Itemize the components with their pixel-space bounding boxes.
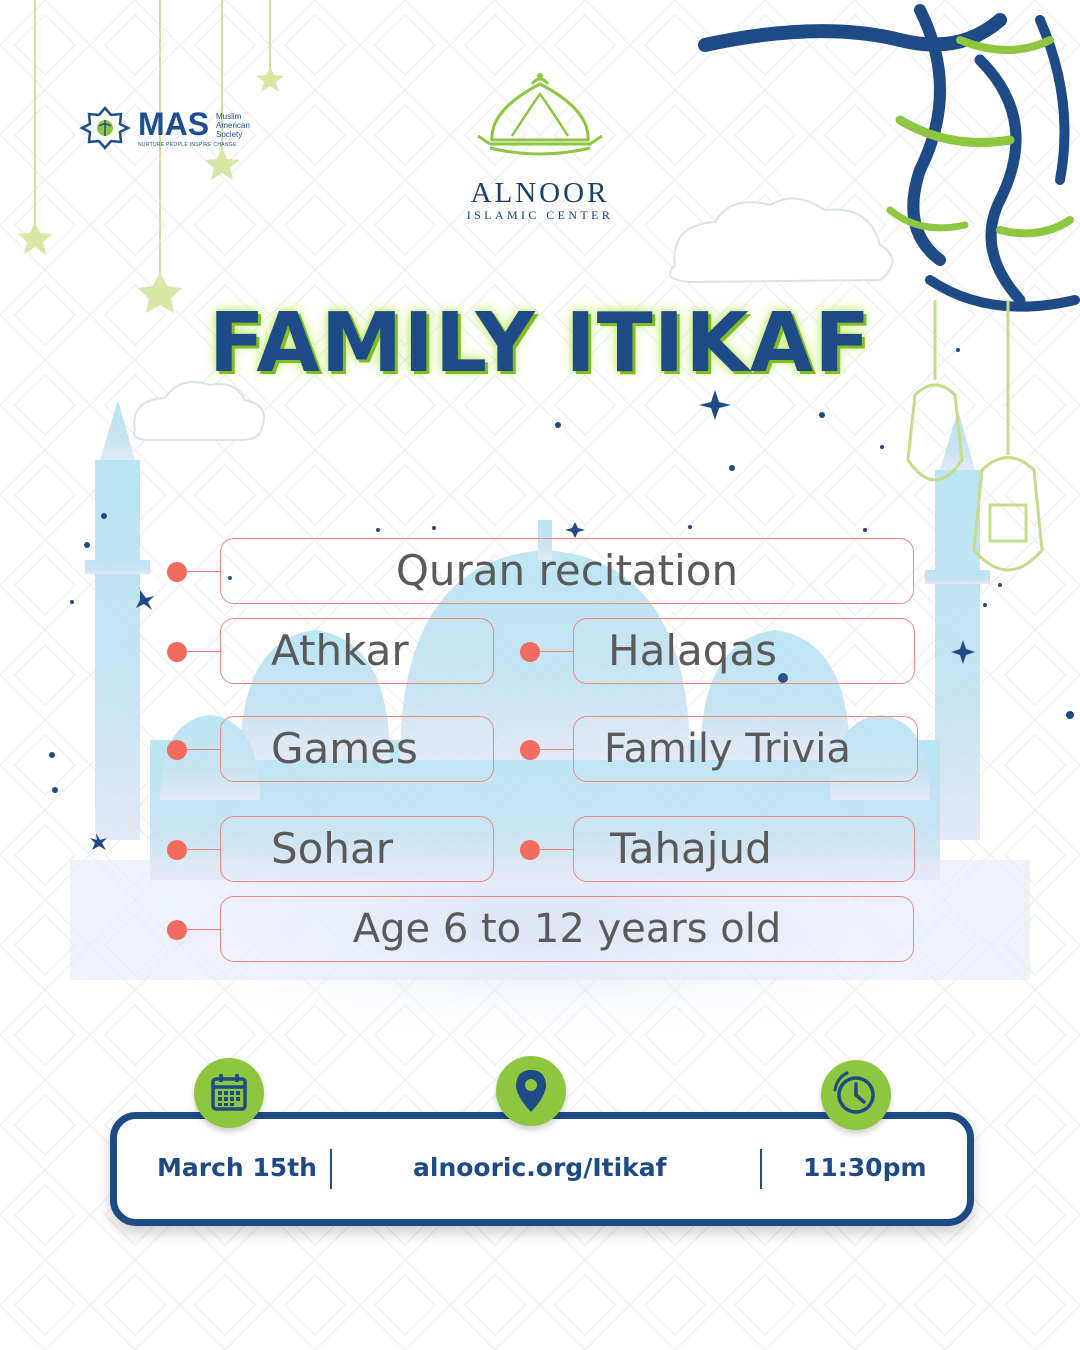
mas-wordmark: MAS [138,106,210,142]
mosque-dome-logo-icon [470,70,610,170]
mas-full-name: Muslim American Society [216,112,250,139]
activity-pill: Halaqas [573,618,915,684]
activity-pill: Games [220,716,494,782]
activity-pill: Quran recitation [220,538,914,604]
activity-pill: Family Trivia [573,716,918,782]
mas-tagline: NURTURE PEOPLE INSPIRE CHANGE [138,142,237,148]
list-item [167,716,497,784]
list-item [167,896,917,964]
location-pin-icon [496,1056,566,1126]
alnoor-subtitle: ISLAMIC CENTER [466,208,614,222]
bullet-dot-icon [167,840,187,860]
mas-logo [78,104,268,154]
activity-pill: Athkar [220,618,494,684]
list-item [520,618,920,686]
bullet-dot-icon [520,740,540,760]
list-item [167,618,497,686]
list-item [520,716,920,784]
event-date: March 15th [157,1153,317,1182]
calendar-icon [194,1058,264,1128]
clock-icon [821,1060,891,1130]
bullet-dot-icon [520,642,540,662]
divider [330,1149,332,1189]
activity-pill: Tahajud [573,816,915,882]
event-time: 11:30pm [803,1153,927,1182]
list-item [167,816,497,884]
bullet-dot-icon [167,642,187,662]
list-item [520,816,920,884]
bullet-dot-icon [520,840,540,860]
event-location-link[interactable]: alnooric.org/Itikaf [413,1153,667,1182]
alnoor-logo [455,70,625,230]
mas-emblem-icon [78,106,132,150]
list-item [167,538,917,606]
divider [760,1149,762,1189]
activity-pill: Sohar [220,816,494,882]
bullet-dot-icon [167,740,187,760]
bullet-dot-icon [167,562,187,582]
page-title: FAMILY ITIKAF [208,296,872,391]
bullet-dot-icon [167,920,187,940]
activity-pill: Age 6 to 12 years old [220,896,914,962]
alnoor-name: ALNOOR [470,177,610,209]
